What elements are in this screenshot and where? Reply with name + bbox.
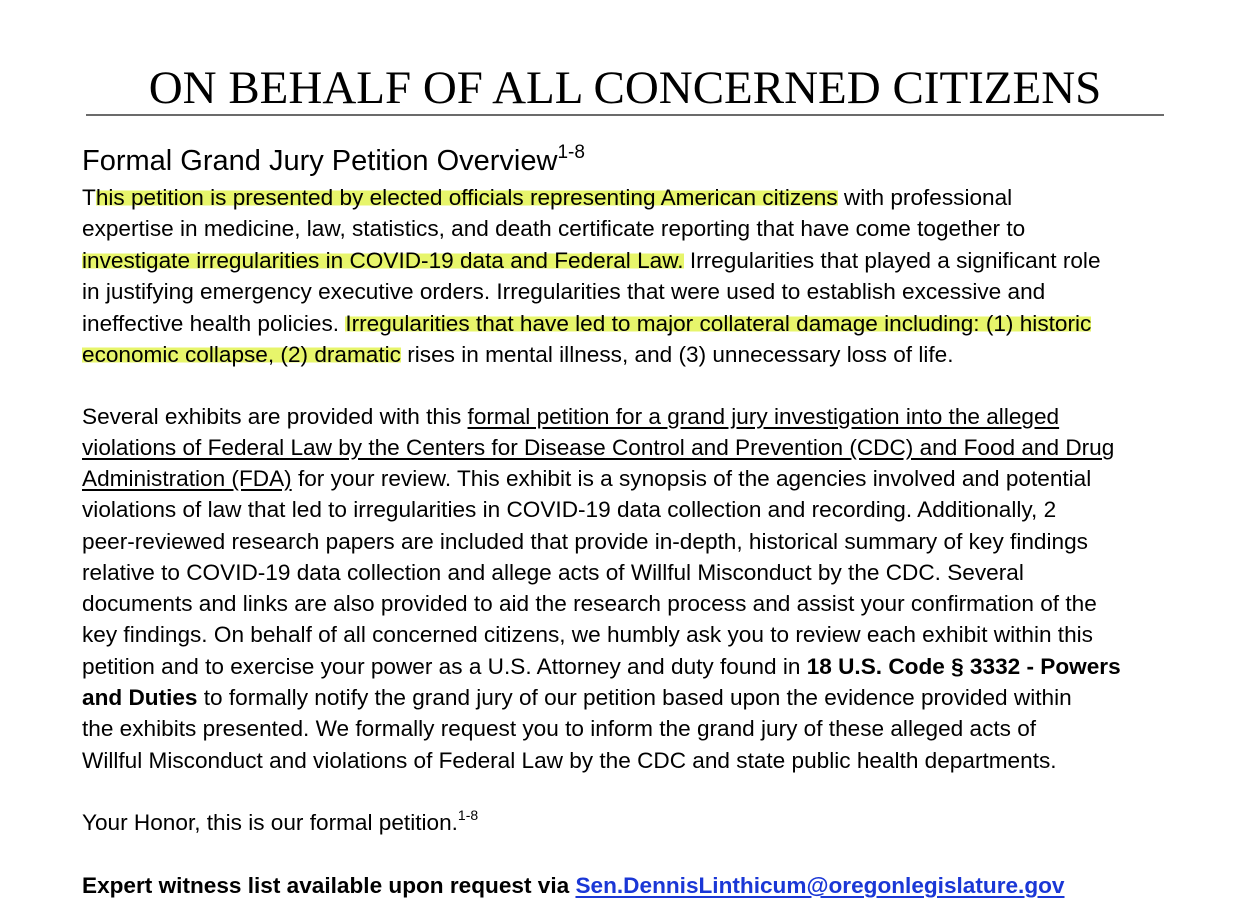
highlighted-text: his petition is presented by elected officials representing American citizens bbox=[95, 185, 838, 210]
closing-line bbox=[82, 807, 478, 838]
paragraph-2-line-12: Willful Misconduct and violations of Federal Law by the CDC and state public health departments. bbox=[82, 748, 1057, 773]
paragraph-2-line-9 bbox=[82, 651, 1121, 682]
text-run: to formally notify the grand jury of our petition based upon the evidence provided within bbox=[197, 685, 1072, 710]
paragraph-1-line-5 bbox=[82, 308, 1091, 339]
paragraph-2-line-7: documents and links are also provided to aid the research process and assist your confirmation of the bbox=[82, 591, 1097, 616]
expert-witness-line bbox=[82, 870, 1065, 901]
highlighted-text: Irregularities that have led to major collateral damage including: (1) historic bbox=[345, 311, 1092, 336]
bold-citation: 18 U.S. Code § 3332 - Powers bbox=[806, 654, 1121, 679]
text-run: with professional bbox=[837, 185, 1013, 210]
footer-label: Expert witness list available upon request via bbox=[82, 873, 576, 898]
title-underline-divider bbox=[86, 114, 1164, 116]
email-link[interactable]: Sen.DennisLinthicum@oregonlegislature.gov bbox=[575, 873, 1065, 898]
paragraph-1-line-6 bbox=[82, 339, 954, 370]
paragraph-1-line-4: in justifying emergency executive orders. Irregularities that were used to establish excessive and bbox=[82, 279, 1046, 304]
text-run: Irregularities that played a significant role bbox=[683, 248, 1101, 273]
closing-text: Your Honor, this is our formal petition. bbox=[82, 810, 458, 835]
bold-citation: and Duties bbox=[82, 685, 198, 710]
underlined-text: violations of Federal Law by the Centers for Disease Control and Prevention (CDC) and Food and Drug bbox=[82, 435, 1115, 460]
paragraph-2-line-3 bbox=[82, 463, 1091, 494]
paragraph-1-line-2: expertise in medicine, law, statistics, and death certificate reporting that have come together to bbox=[82, 216, 1026, 241]
text-run: rises in mental illness, and (3) unnecessary loss of life. bbox=[400, 342, 954, 367]
paragraph-2-line-6: relative to COVID-19 data collection and allege acts of Willful Misconduct by the CDC. Several bbox=[82, 560, 1024, 585]
text-run: ineffective health policies. bbox=[82, 311, 346, 336]
text-run: Several exhibits are provided with this bbox=[82, 404, 468, 429]
section-heading bbox=[82, 141, 585, 181]
highlighted-text: investigate irregularities in COVID-19 data and Federal Law. bbox=[82, 248, 684, 273]
paragraph-2-line-4: violations of law that led to irregularities in COVID-19 data collection and recording. Additionally, 2 bbox=[82, 497, 1057, 522]
paragraph-2-line-2 bbox=[82, 432, 1114, 463]
paragraph-2-line-8: key findings. On behalf of all concerned citizens, we humbly ask you to review each exhibit within this bbox=[82, 622, 1093, 647]
highlighted-text: economic collapse, (2) dramatic bbox=[82, 342, 401, 367]
paragraph-1-line-3 bbox=[82, 245, 1101, 276]
text-run: petition and to exercise your power as a U.S. Attorney and duty found in bbox=[82, 654, 807, 679]
text-run: for your review. This exhibit is a synopsis of the agencies involved and potential bbox=[291, 466, 1092, 491]
paragraph-1-line-1 bbox=[82, 182, 1012, 213]
paragraph-2-line-11: the exhibits presented. We formally request you to inform the grand jury of these alleged acts of bbox=[82, 716, 1037, 741]
underlined-text: formal petition for a grand jury investigation into the alleged bbox=[467, 404, 1060, 429]
paragraph-2-line-5: peer-reviewed research papers are included that provide in-depth, historical summary of key findings bbox=[82, 529, 1088, 554]
document-title: ON BEHALF OF ALL CONCERNED CITIZENS bbox=[148, 62, 1102, 114]
text-run: T bbox=[82, 185, 96, 210]
underlined-text: Administration (FDA) bbox=[82, 466, 292, 491]
paragraph-2-line-1 bbox=[82, 401, 1059, 432]
paragraph-2-line-10 bbox=[82, 682, 1072, 713]
closing-superscript: 1-8 bbox=[457, 807, 479, 823]
heading-text: Formal Grand Jury Petition Overview bbox=[82, 145, 558, 177]
heading-superscript: 1-8 bbox=[557, 142, 585, 163]
